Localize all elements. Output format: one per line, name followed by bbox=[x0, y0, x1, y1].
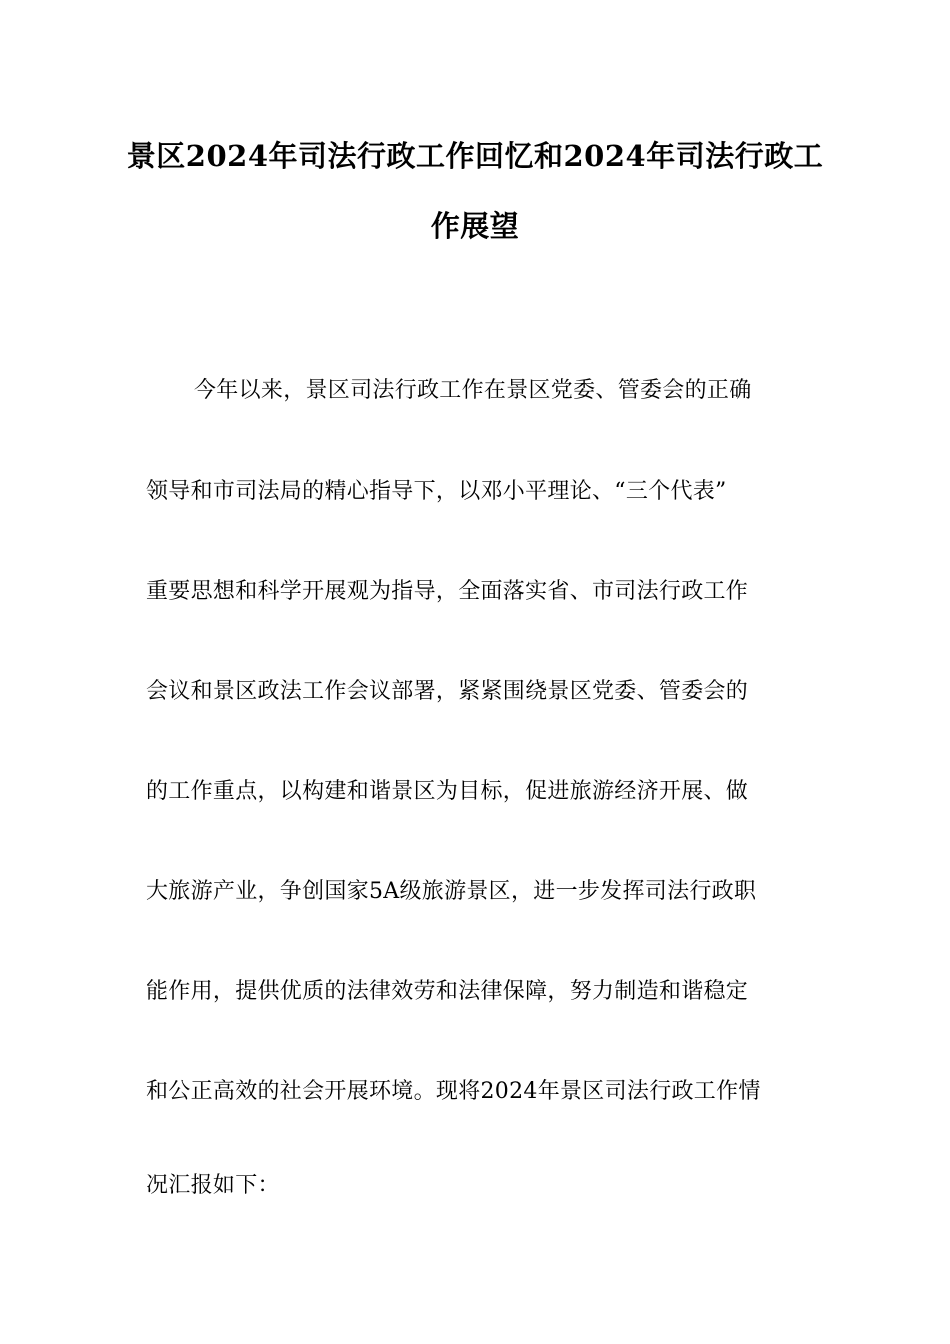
document-title-line-1: 景区2024年司法行政工作回忆和2024年司法行政工 bbox=[126, 139, 824, 173]
paragraph-line-1: 今年以来，景区司法行政工作在景区党委、管委会的正确 bbox=[194, 378, 752, 403]
paragraph-line-6: 大旅游产业，争创国家5A级旅游景区，进一步发挥司法行政职 bbox=[146, 879, 757, 904]
paragraph-line-9: 况汇报如下： bbox=[146, 1173, 280, 1198]
paragraph-line-3: 重要思想和科学开展观为指导，全面落实省、市司法行政工作 bbox=[146, 579, 749, 604]
paragraph-line-5: 的工作重点，以构建和谐景区为目标，促进旅游经济开展、做 bbox=[146, 779, 749, 804]
paragraph-line-4: 会议和景区政法工作会议部署，紧紧围绕景区党委、管委会的 bbox=[146, 679, 749, 704]
paragraph-line-7: 能作用，提供优质的法律效劳和法律保障，努力制造和谐稳定 bbox=[146, 979, 749, 1004]
paragraph-line-2: 领导和市司法局的精心指导下，以邓小平理论、“三个代表” bbox=[146, 479, 727, 504]
paragraph-line-8: 和公正高效的社会开展环境。现将2024年景区司法行政工作情 bbox=[146, 1079, 761, 1104]
document-title-line-2: 作展望 bbox=[430, 209, 520, 243]
